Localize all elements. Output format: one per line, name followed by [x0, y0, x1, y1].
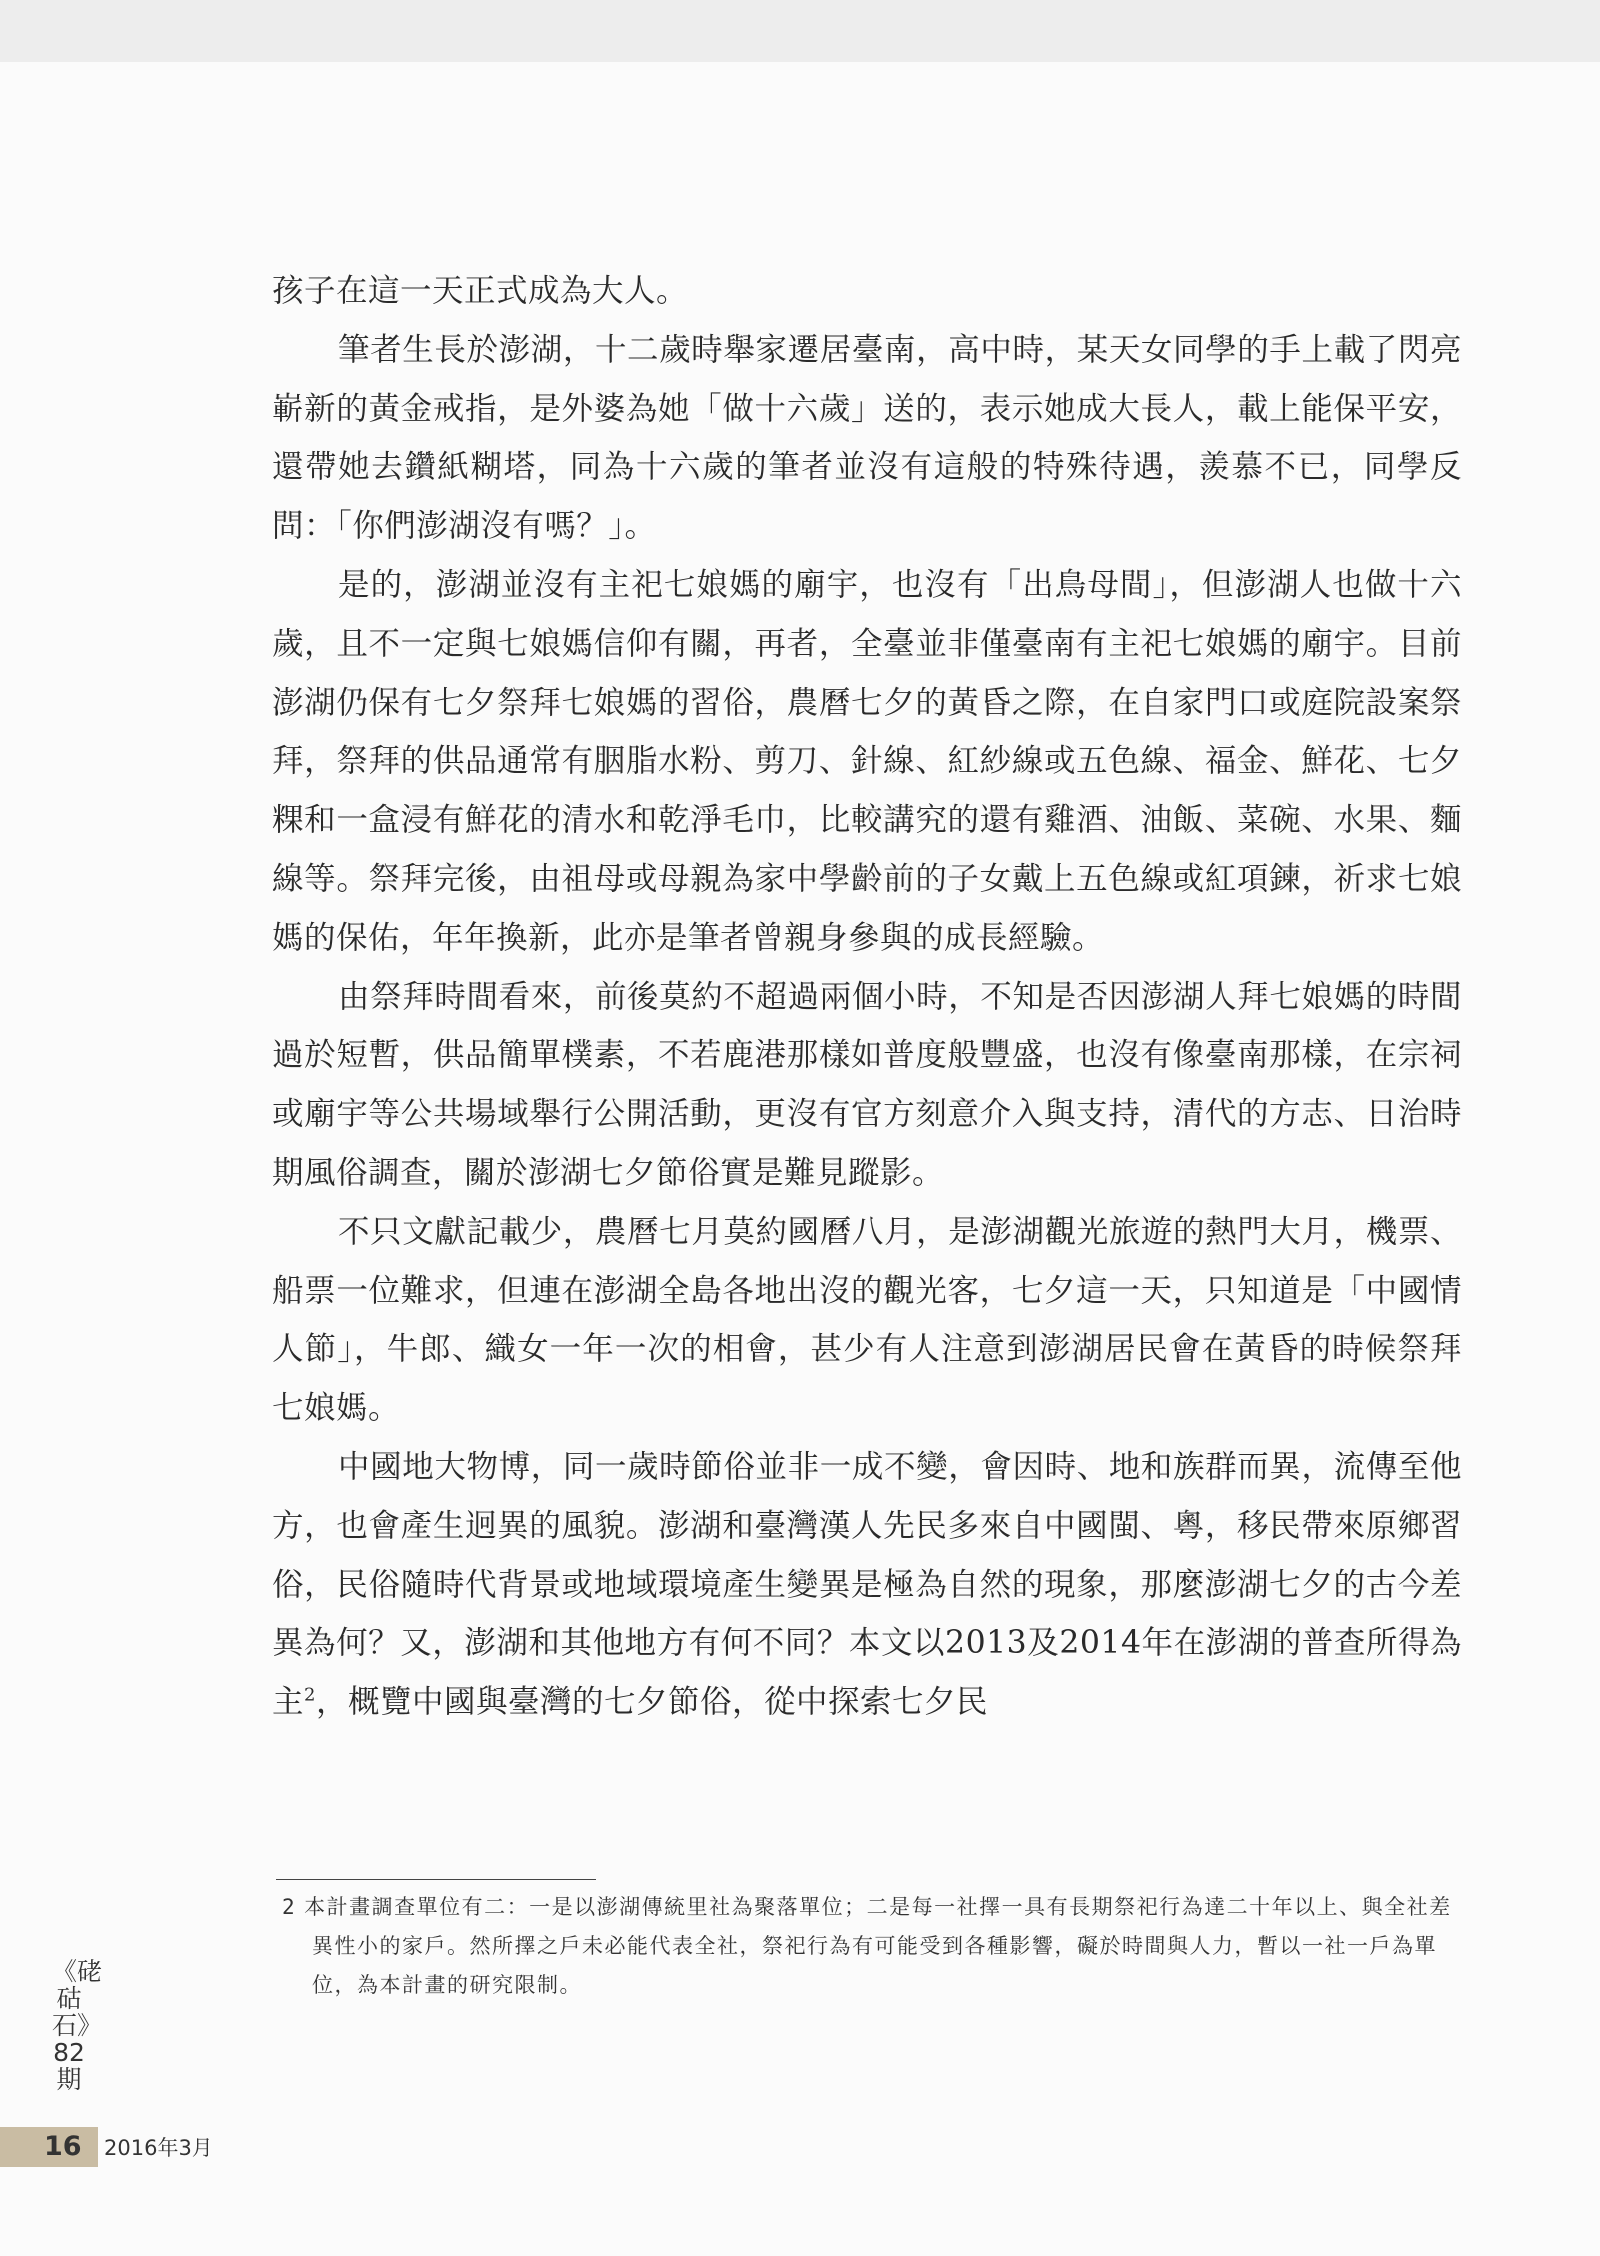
- paragraph-5-part-b: ，概覽中國與臺灣的七夕節俗，從中探索七夕民: [315, 1684, 988, 1721]
- issue-date: 2016年3月: [104, 2136, 213, 2160]
- paragraph-2: 是的，澎湖並沒有主祀七娘媽的廟宇，也沒有「出鳥母間」，但澎湖人也做十六歲，且不一定與七娘媽信仰有關，再者，全臺並非僅臺南有主祀七娘媽的廟宇。目前澎湖仍保有七夕祭拜七娘媽的習俗，農曆七夕的黃昏之際，在自家門口或庭院設案祭拜，祭拜的供品通常有胭脂水粉、剪刀、針線、紅紗線或五色線、福金、鮮花、七夕粿和一盒浸有鮮花的清水和乾淨毛巾，比較講究的還有雞酒、油飯、菜碗、水果、麵線等。祭拜完後，由祖母或母親為家中學齡前的子女戴上五色線或紅項鍊，祈求七娘媽的保佑，年年換新，此亦是筆者曾親身參與的成長經驗。: [272, 566, 1462, 956]
- paragraph-0: 孩子在這一天正式成為大人。: [272, 273, 689, 309]
- paragraph-3: 由祭拜時間看來，前後莫約不超過兩個小時，不知是否因澎湖人拜七娘媽的時間過於短暫，供品簡單樸素，不若鹿港那樣如普度般豐盛，也沒有像臺南那樣，在宗祠或廟宇等公共場域舉行公開活動，更沒有官方刻意介入與支持，清代的方志、日治時期風俗調查，關於澎湖七夕節俗實是難見蹤影。: [272, 978, 1462, 1191]
- article-body: [272, 262, 1462, 1732]
- footnote: [282, 1888, 1462, 2005]
- paragraph-1: 筆者生長於澎湖，十二歲時舉家遷居臺南，高中時，某天女同學的手上載了閃亮嶄新的黃金戒指，是外婆為她「做十六歲」送的，表示她成大長人，載上能保平安，還帶她去鑽紙糊塔，同為十六歲的筆者並沒有這般的特殊待遇，羨慕不已，同學反問：「你們澎湖沒有嗎？」。: [272, 331, 1462, 545]
- page-number: 16: [44, 2131, 82, 2162]
- footnote-reference[interactable]: 2: [304, 1684, 316, 1706]
- paragraph-5: [272, 1438, 1462, 1732]
- paragraph-4: 不只文獻記載少，農曆七月莫約國曆八月，是澎湖觀光旅遊的熱門大月，機票、船票一位難求，但連在澎湖全島各地出沒的觀光客，七夕這一天，只知道是「中國情人節」，牛郎、織女一年一次的相會，甚少有人注意到澎湖居民會在黃昏的時候祭拜七娘媽。: [272, 1213, 1462, 1427]
- footnote-text: 本計畫調查單位有二：一是以澎湖傳統里社為聚落單位；二是每一社擇一具有長期祭祀行為達二十年以上、與全社差異性小的家戶。然所擇之戶未必能代表全社，祭祀行為有可能受到各種影響，礙於時間與人力，暫以一社一戶為單位，為本計畫的研究限制。: [304, 1895, 1452, 1997]
- footnote-number: 2: [282, 1895, 297, 1919]
- footnote-entry: [282, 1888, 1462, 2005]
- paragraph-5-part-a: 中國地大物博，同一歲時節俗並非一成不變，會因時、地和族群而異，流傳至他方，也會產生迥異的風貌。澎湖和臺灣漢人先民多來自中國閩、粵，移民帶來原鄉習俗，民俗隨時代背景或地域環境產生變異是極為自然的現象，那麼澎湖七夕的古今差異為何？又，澎湖和其他地方有何不同？本文以2013及2014年在澎湖的普查所得為主: [272, 1448, 1462, 1721]
- journal-title-vertical: 《硓𥑮石》82期: [52, 1957, 103, 2094]
- footnote-rule: [276, 1879, 596, 1880]
